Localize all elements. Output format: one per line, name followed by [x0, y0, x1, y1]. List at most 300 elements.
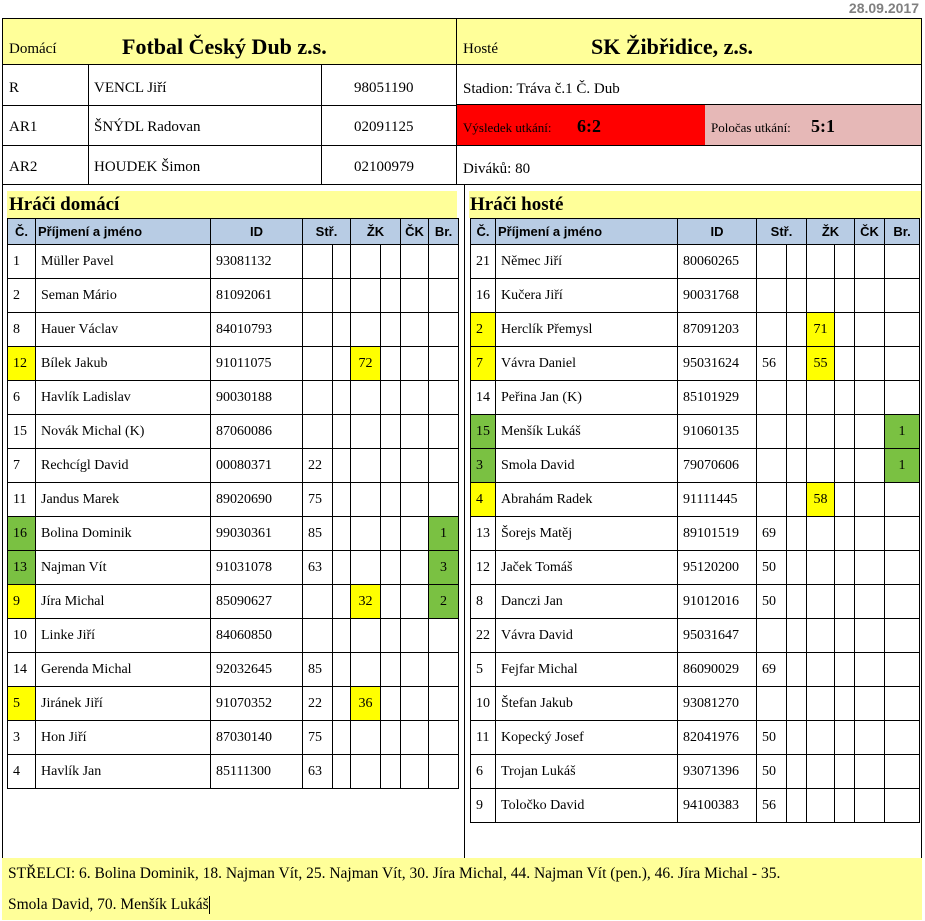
official-role: R — [9, 80, 20, 96]
red-card-minute — [401, 687, 429, 721]
col-id: ID — [678, 219, 757, 245]
goals-count — [429, 619, 459, 653]
red-card-minute — [855, 245, 885, 279]
red-card-minute — [855, 347, 885, 381]
player-row — [8, 687, 459, 721]
official-name: HOUDEK Šimon — [94, 159, 201, 175]
goals-count — [885, 313, 920, 347]
empty-cell — [787, 551, 807, 585]
player-row — [8, 585, 459, 619]
substitution-minute: 85 — [303, 517, 333, 551]
player-row — [471, 415, 920, 449]
result-cell: Výsledek utkání: 6:2 — [457, 104, 706, 146]
yellow-card-minute: 58 — [807, 483, 835, 517]
player-id: 93071396 — [678, 755, 757, 789]
red-card-minute — [401, 449, 429, 483]
goals-count — [429, 347, 459, 381]
player-id: 95031624 — [678, 347, 757, 381]
player-name: Němec Jiří — [496, 245, 678, 279]
official-row-ar1 — [3, 105, 456, 146]
empty-cell — [787, 755, 807, 789]
player-number: 13 — [471, 517, 496, 551]
player-name: Trojan Lukáš — [496, 755, 678, 789]
officials-panel — [2, 64, 457, 185]
player-name: Šorejs Matěj — [496, 517, 678, 551]
substitution-minute: 50 — [757, 585, 787, 619]
empty-cell — [787, 279, 807, 313]
player-id: 94100383 — [678, 789, 757, 823]
red-card-minute — [855, 687, 885, 721]
player-id: 99030361 — [211, 517, 303, 551]
away-team-header — [456, 18, 922, 65]
player-number: 12 — [471, 551, 496, 585]
official-role: AR1 — [9, 119, 38, 135]
player-id: 91011075 — [211, 347, 303, 381]
player-name: Toločko David — [496, 789, 678, 823]
player-id: 86090029 — [678, 653, 757, 687]
yellow-card-minute — [351, 721, 381, 755]
empty-cell — [835, 279, 855, 313]
red-card-minute — [855, 483, 885, 517]
empty-cell — [835, 313, 855, 347]
red-card-minute — [855, 653, 885, 687]
red-card-minute — [401, 415, 429, 449]
empty-cell — [835, 585, 855, 619]
substitution-minute — [303, 619, 333, 653]
substitution-minute — [757, 313, 787, 347]
player-name: Linke Jiří — [36, 619, 211, 653]
player-row — [8, 313, 459, 347]
empty-cell — [787, 619, 807, 653]
player-row — [471, 245, 920, 279]
player-number: 3 — [471, 449, 496, 483]
goals-count — [429, 483, 459, 517]
empty-cell — [835, 347, 855, 381]
goals-count — [885, 279, 920, 313]
substitution-minute: 50 — [757, 551, 787, 585]
empty-cell — [787, 347, 807, 381]
player-number: 2 — [8, 279, 36, 313]
empty-cell — [835, 517, 855, 551]
player-name: Štefan Jakub — [496, 687, 678, 721]
goals-count — [429, 687, 459, 721]
player-row — [471, 653, 920, 687]
goals-count — [885, 789, 920, 823]
yellow-card-minute: 72 — [351, 347, 381, 381]
yellow-card-minute: 36 — [351, 687, 381, 721]
player-name: Kopecký Josef — [496, 721, 678, 755]
empty-cell — [381, 483, 401, 517]
empty-cell — [333, 517, 351, 551]
empty-cell — [333, 687, 351, 721]
home-team-header — [2, 18, 457, 65]
player-number: 6 — [8, 381, 36, 415]
player-row — [8, 551, 459, 585]
player-name: Novák Michal (K) — [36, 415, 211, 449]
goals-count — [885, 755, 920, 789]
empty-cell — [381, 517, 401, 551]
away-players-table — [470, 218, 920, 823]
goals-count — [885, 619, 920, 653]
player-row — [8, 721, 459, 755]
goals-count — [885, 653, 920, 687]
yellow-card-minute — [351, 551, 381, 585]
yellow-card-minute — [351, 755, 381, 789]
player-number: 11 — [471, 721, 496, 755]
empty-cell — [787, 449, 807, 483]
yellow-card-minute — [351, 483, 381, 517]
yellow-card-minute — [807, 585, 835, 619]
col-rc: ČK — [401, 219, 429, 245]
empty-cell — [787, 381, 807, 415]
empty-cell — [333, 619, 351, 653]
substitution-minute: 22 — [303, 449, 333, 483]
red-card-minute — [855, 381, 885, 415]
player-id: 93081132 — [211, 245, 303, 279]
empty-cell — [333, 483, 351, 517]
empty-cell — [333, 279, 351, 313]
player-row — [471, 449, 920, 483]
player-number: 3 — [8, 721, 36, 755]
player-number: 4 — [8, 755, 36, 789]
substitution-minute — [303, 245, 333, 279]
official-name: ŠNÝDL Radovan — [94, 119, 201, 135]
goals-count: 2 — [429, 585, 459, 619]
red-card-minute — [401, 619, 429, 653]
player-number: 14 — [8, 653, 36, 687]
goals-count — [885, 483, 920, 517]
goals-count — [885, 517, 920, 551]
yellow-card-minute — [807, 449, 835, 483]
player-name: Jiránek Jiří — [36, 687, 211, 721]
yellow-card-minute — [807, 755, 835, 789]
home-team-name: Fotbal Český Dub z.s. — [122, 34, 327, 59]
player-name: Vávra Daniel — [496, 347, 678, 381]
substitution-minute — [303, 585, 333, 619]
col-yc: ŽK — [807, 219, 855, 245]
red-card-minute — [855, 789, 885, 823]
substitution-minute: 63 — [303, 551, 333, 585]
empty-cell — [835, 551, 855, 585]
substitution-minute: 85 — [303, 653, 333, 687]
yellow-card-minute — [351, 245, 381, 279]
red-card-minute — [401, 721, 429, 755]
col-no: Č. — [8, 219, 36, 245]
goals-count — [429, 279, 459, 313]
substitution-minute: 69 — [757, 653, 787, 687]
red-card-minute — [401, 279, 429, 313]
player-row — [8, 483, 459, 517]
player-row — [471, 755, 920, 789]
empty-cell — [333, 721, 351, 755]
goals-count — [885, 721, 920, 755]
yellow-card-minute — [807, 721, 835, 755]
player-number: 7 — [471, 347, 496, 381]
yellow-card-minute — [351, 381, 381, 415]
substitution-minute — [303, 313, 333, 347]
player-number: 16 — [8, 517, 36, 551]
player-number: 10 — [471, 687, 496, 721]
official-id: 98051190 — [354, 80, 414, 96]
home-players-table — [7, 218, 459, 789]
player-id: 87030140 — [211, 721, 303, 755]
yellow-card-minute — [351, 517, 381, 551]
player-number: 5 — [8, 687, 36, 721]
empty-cell — [381, 449, 401, 483]
yellow-card-minute — [351, 313, 381, 347]
away-team-name: SK Žibřidice, z.s. — [591, 34, 753, 59]
empty-cell — [381, 415, 401, 449]
player-name: Havlík Jan — [36, 755, 211, 789]
empty-cell — [835, 789, 855, 823]
empty-cell — [333, 245, 351, 279]
player-name: Vávra David — [496, 619, 678, 653]
player-id: 90031768 — [678, 279, 757, 313]
empty-cell — [787, 585, 807, 619]
yellow-card-minute — [807, 415, 835, 449]
match-info-panel — [456, 64, 922, 185]
red-card-minute — [855, 619, 885, 653]
home-label: Domácí — [9, 41, 57, 57]
empty-cell — [835, 415, 855, 449]
goals-count — [885, 585, 920, 619]
player-number: 12 — [8, 347, 36, 381]
substitution-minute: 50 — [757, 721, 787, 755]
player-name: Najman Vít — [36, 551, 211, 585]
player-id: 90030188 — [211, 381, 303, 415]
player-row — [471, 313, 920, 347]
player-id: 81092061 — [211, 279, 303, 313]
player-number: 2 — [471, 313, 496, 347]
player-name: Danczi Jan — [496, 585, 678, 619]
yellow-card-minute: 55 — [807, 347, 835, 381]
goals-count — [885, 381, 920, 415]
substitution-minute: 56 — [757, 347, 787, 381]
empty-cell — [381, 653, 401, 687]
player-name: Jaček Tomáš — [496, 551, 678, 585]
substitution-minute — [303, 347, 333, 381]
yellow-card-minute — [807, 245, 835, 279]
official-row-r — [3, 65, 456, 106]
player-name: Smola David — [496, 449, 678, 483]
player-id: 87060086 — [211, 415, 303, 449]
col-goals: Br. — [429, 219, 459, 245]
player-id: 89020690 — [211, 483, 303, 517]
substitution-minute — [757, 619, 787, 653]
goals-count — [885, 551, 920, 585]
official-name: VENCL Jiří — [94, 80, 167, 96]
empty-cell — [333, 381, 351, 415]
red-card-minute — [855, 415, 885, 449]
player-number: 9 — [471, 789, 496, 823]
player-id: 85101929 — [678, 381, 757, 415]
player-name: Rechcígl David — [36, 449, 211, 483]
player-id: 91070352 — [211, 687, 303, 721]
yellow-card-minute — [807, 687, 835, 721]
empty-cell — [381, 619, 401, 653]
substitution-minute — [757, 449, 787, 483]
player-number: 4 — [471, 483, 496, 517]
home-players-title-bar — [7, 191, 457, 218]
col-no: Č. — [471, 219, 496, 245]
empty-cell — [835, 381, 855, 415]
away-label: Hosté — [463, 41, 498, 57]
red-card-minute — [855, 721, 885, 755]
player-number: 11 — [8, 483, 36, 517]
yellow-card-minute — [351, 415, 381, 449]
report-date: 28.09.2017 — [848, 0, 919, 16]
player-number: 8 — [471, 585, 496, 619]
red-card-minute — [401, 483, 429, 517]
col-name: Příjmení a jméno — [36, 219, 211, 245]
empty-cell — [381, 381, 401, 415]
halftime-score: 5:1 — [811, 116, 835, 136]
substitution-minute — [757, 415, 787, 449]
col-sub: Stř. — [303, 219, 351, 245]
col-name: Příjmení a jméno — [496, 219, 678, 245]
yellow-card-minute — [807, 381, 835, 415]
player-id: 92032645 — [211, 653, 303, 687]
empty-cell — [787, 517, 807, 551]
player-name: Hon Jiří — [36, 721, 211, 755]
substitution-minute: 50 — [757, 755, 787, 789]
red-card-minute — [401, 245, 429, 279]
player-row — [471, 483, 920, 517]
empty-cell — [835, 619, 855, 653]
red-card-minute — [401, 551, 429, 585]
empty-cell — [381, 347, 401, 381]
goals-count: 1 — [885, 449, 920, 483]
home-players-title: Hráči domácí — [9, 194, 120, 215]
player-id: 91060135 — [678, 415, 757, 449]
empty-cell — [333, 755, 351, 789]
player-name: Müller Pavel — [36, 245, 211, 279]
player-row — [471, 347, 920, 381]
goals-count: 3 — [429, 551, 459, 585]
player-row — [8, 517, 459, 551]
yellow-card-minute: 32 — [351, 585, 381, 619]
empty-cell — [787, 313, 807, 347]
empty-cell — [381, 721, 401, 755]
col-rc: ČK — [855, 219, 885, 245]
player-row — [471, 619, 920, 653]
player-number: 5 — [471, 653, 496, 687]
player-name: Menšík Lukáš — [496, 415, 678, 449]
official-role: AR2 — [9, 159, 38, 175]
empty-cell — [787, 653, 807, 687]
empty-cell — [835, 653, 855, 687]
player-number: 10 — [8, 619, 36, 653]
player-id: 89101519 — [678, 517, 757, 551]
red-card-minute — [401, 653, 429, 687]
empty-cell — [787, 415, 807, 449]
player-row — [8, 347, 459, 381]
red-card-minute — [401, 585, 429, 619]
player-number: 16 — [471, 279, 496, 313]
away-players-title-bar — [469, 191, 921, 218]
player-row — [471, 721, 920, 755]
player-number: 13 — [8, 551, 36, 585]
official-row-ar2 — [3, 145, 456, 184]
goals-count — [885, 687, 920, 721]
player-name: Herclík Přemysl — [496, 313, 678, 347]
player-number: 15 — [8, 415, 36, 449]
stadium-info: Stadion: Tráva č.1 Č. Dub — [463, 81, 620, 97]
goals-count — [429, 245, 459, 279]
player-id: 87091203 — [678, 313, 757, 347]
result-score: 6:2 — [577, 116, 601, 136]
substitution-minute — [757, 483, 787, 517]
substitution-minute — [303, 279, 333, 313]
empty-cell — [333, 313, 351, 347]
empty-cell — [787, 483, 807, 517]
player-name: Havlík Ladislav — [36, 381, 211, 415]
player-id: 00080371 — [211, 449, 303, 483]
goals-count — [429, 755, 459, 789]
empty-cell — [381, 245, 401, 279]
player-number: 1 — [8, 245, 36, 279]
player-number: 7 — [8, 449, 36, 483]
col-goals: Br. — [885, 219, 920, 245]
text-cursor — [209, 896, 210, 914]
red-card-minute — [401, 517, 429, 551]
player-row — [471, 789, 920, 823]
substitution-minute — [303, 381, 333, 415]
substitution-minute: 63 — [303, 755, 333, 789]
player-name: Seman Mário — [36, 279, 211, 313]
red-card-minute — [855, 313, 885, 347]
goals-count — [885, 347, 920, 381]
official-id: 02100979 — [354, 159, 414, 175]
player-id: 85111300 — [211, 755, 303, 789]
substitution-minute: 56 — [757, 789, 787, 823]
player-row — [471, 551, 920, 585]
substitution-minute — [757, 687, 787, 721]
player-id: 95120200 — [678, 551, 757, 585]
player-id: 95031647 — [678, 619, 757, 653]
player-row — [471, 687, 920, 721]
empty-cell — [835, 687, 855, 721]
empty-cell — [333, 551, 351, 585]
yellow-card-minute — [807, 789, 835, 823]
goals-count — [429, 653, 459, 687]
official-id: 02091125 — [354, 119, 414, 135]
substitution-minute: 69 — [757, 517, 787, 551]
substitution-minute — [757, 245, 787, 279]
halftime-cell: Poločas utkání: 5:1 — [705, 104, 921, 146]
player-number: 6 — [471, 755, 496, 789]
player-row — [8, 619, 459, 653]
yellow-card-minute — [807, 517, 835, 551]
player-number: 9 — [8, 585, 36, 619]
player-name: Gerenda Michal — [36, 653, 211, 687]
player-name: Fejfar Michal — [496, 653, 678, 687]
substitution-minute: 75 — [303, 721, 333, 755]
player-number: 21 — [471, 245, 496, 279]
goals-count — [429, 313, 459, 347]
empty-cell — [787, 687, 807, 721]
red-card-minute — [855, 517, 885, 551]
red-card-minute — [855, 449, 885, 483]
empty-cell — [333, 449, 351, 483]
substitution-minute — [757, 279, 787, 313]
yellow-card-minute: 71 — [807, 313, 835, 347]
player-row — [8, 381, 459, 415]
player-row — [8, 653, 459, 687]
goals-count — [429, 381, 459, 415]
empty-cell — [835, 449, 855, 483]
yellow-card-minute — [351, 449, 381, 483]
